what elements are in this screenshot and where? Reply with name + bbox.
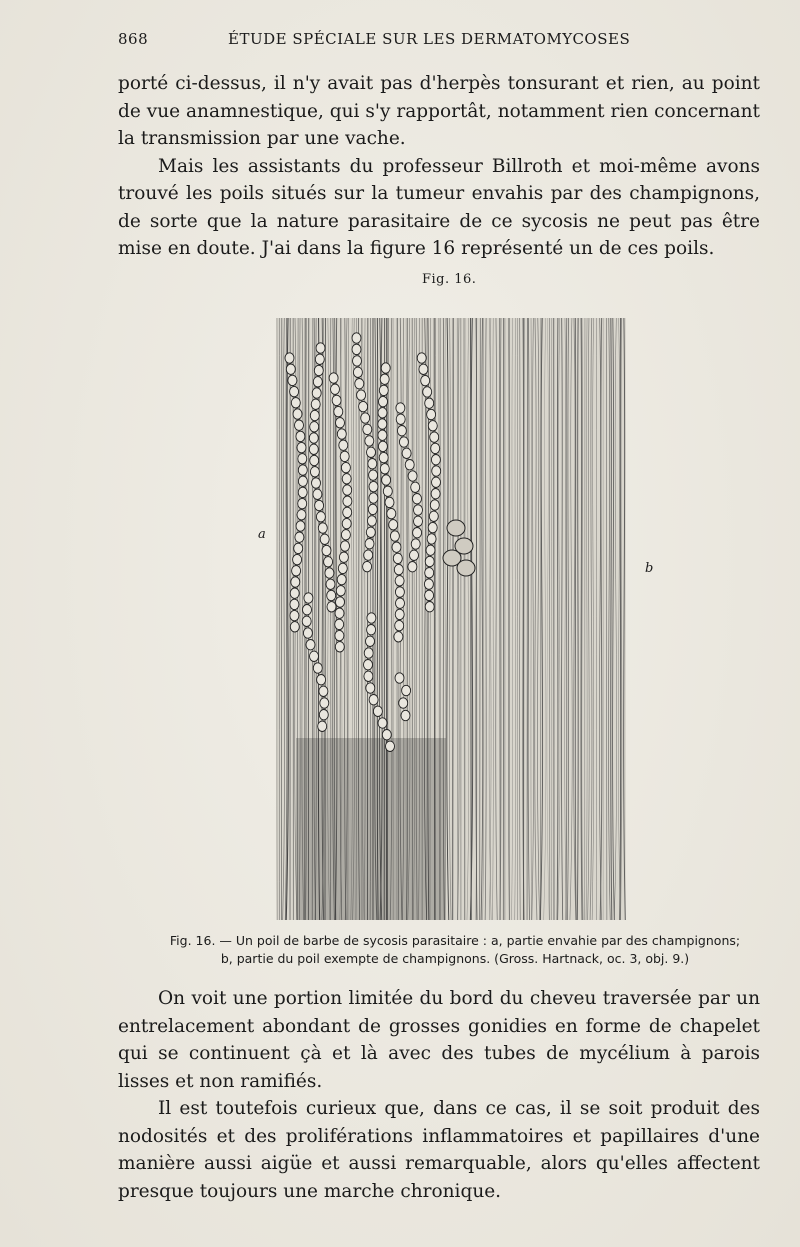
- gonidium-bead: [379, 452, 388, 462]
- hair-fibre: [567, 318, 568, 920]
- gonidium-bead: [382, 730, 391, 740]
- hair-fibre: [547, 318, 549, 920]
- gonidium-bead: [430, 432, 439, 442]
- gonidium-bead: [316, 343, 325, 353]
- gonidium-bead: [312, 478, 321, 488]
- gonidium-bead: [337, 429, 346, 439]
- gonidium-bead: [319, 710, 328, 720]
- gonidium-bead: [426, 545, 435, 555]
- gonidium-bead: [335, 642, 344, 652]
- gonidium-bead: [401, 710, 410, 720]
- text-block-bottom: [118, 985, 760, 1205]
- hair-fibre: [624, 318, 626, 920]
- gonidium-bead: [408, 562, 417, 572]
- hair-fibre: [609, 318, 611, 920]
- gonidium-bead: [342, 518, 351, 528]
- running-title: ÉTUDE SPÉCIALE SUR LES DERMATOMYCOSES: [228, 30, 631, 48]
- gonidium-bead: [303, 605, 312, 615]
- hair-fibre: [544, 318, 546, 920]
- hair-fibre: [523, 318, 524, 920]
- hair-fibre: [481, 318, 483, 920]
- gonidium-bead: [341, 541, 350, 551]
- hair-fibre: [613, 318, 615, 920]
- gonidium-bead: [399, 437, 408, 447]
- gonidium-bead: [395, 609, 404, 619]
- gonidium-bead: [378, 430, 387, 440]
- gonidium-bead: [313, 489, 322, 499]
- gonidium-bead: [315, 500, 324, 510]
- paragraph: On voit une portion limitée du bord du cheveu traversée par un entrelacement abondant de grosses gonidies en forme de chapelet qui se continuent çà et là avec des tubes de mycélium à parois lisses et non ramifiés.: [118, 988, 760, 1092]
- hair-fibre: [485, 318, 486, 920]
- gonidium-bead: [310, 410, 319, 420]
- gonidium-bead: [298, 465, 307, 475]
- gonidium-bead: [411, 539, 420, 549]
- gonidium-bead: [365, 436, 374, 446]
- gonidium-bead: [378, 441, 387, 451]
- hair-fibre: [577, 318, 578, 920]
- hair-fibre: [600, 318, 602, 920]
- figure-mark-a: a: [258, 527, 266, 542]
- hair-fibre: [535, 318, 537, 920]
- caption-line: b, partie du poil exempte de champignons. (Gross. Hartnack, oc. 3, obj. 9.): [220, 951, 690, 966]
- gonidium-bead: [359, 401, 368, 411]
- gonidium-bead: [379, 396, 388, 406]
- gonidium-bead: [369, 470, 378, 480]
- gonidium-bead: [341, 530, 350, 540]
- hair-fibre: [590, 318, 592, 920]
- gonidium-bead: [314, 365, 323, 375]
- gonidium-bead: [318, 523, 327, 533]
- gonidium-bead: [286, 364, 295, 374]
- gonidium-bead: [288, 375, 297, 385]
- gonidium-bead: [432, 466, 441, 476]
- gonidium-bead: [408, 471, 417, 481]
- gonidium-bead: [290, 610, 299, 620]
- gonidium-bead: [291, 577, 300, 587]
- gonidium-bead: [297, 442, 306, 452]
- gonidium-bead: [334, 406, 343, 416]
- gonidium-bead: [405, 460, 414, 470]
- gonidium-bead: [294, 543, 303, 553]
- gonidium-bead: [373, 706, 382, 716]
- gonidium-bead: [402, 685, 411, 695]
- hair-fibre: [483, 318, 484, 920]
- hair-fibre: [606, 318, 607, 920]
- hair-fibre: [528, 318, 529, 920]
- gonidium-bead: [309, 444, 318, 454]
- gonidium-bead: [386, 741, 395, 751]
- gonidium-bead: [419, 364, 428, 374]
- gonidium-bead: [332, 395, 341, 405]
- gonidium-bead: [363, 561, 372, 571]
- hair-fibre: [467, 318, 469, 920]
- gonidium-bead: [304, 593, 313, 603]
- hair-fibre: [566, 318, 567, 920]
- gonidium-bead: [395, 673, 404, 683]
- figure-label: Fig. 16.: [422, 272, 477, 287]
- gonidium-bead: [355, 379, 364, 389]
- hair-fibre: [586, 318, 587, 920]
- gonidium-bead: [327, 590, 336, 600]
- gonidium-bead: [432, 477, 441, 487]
- gonidium-bead: [343, 507, 352, 517]
- gonidium-bead: [336, 418, 345, 428]
- gonidium-bead: [311, 399, 320, 409]
- gonidium-bead: [366, 683, 375, 693]
- gonidium-bead: [414, 505, 423, 515]
- hair-fibre: [496, 318, 497, 920]
- gonidium-bead: [424, 579, 433, 589]
- gonidium-bead: [393, 553, 402, 563]
- gonidium-bead: [320, 698, 329, 708]
- gonidium-bead: [310, 422, 319, 432]
- gonidium-bead: [322, 545, 331, 555]
- gonidium-bead: [352, 333, 361, 343]
- gonidium-bead: [293, 554, 302, 564]
- gonidium-bead: [341, 462, 350, 472]
- cell-cluster: [447, 520, 465, 536]
- gonidium-bead: [411, 482, 420, 492]
- hair-fibre: [582, 318, 583, 920]
- gonidium-bead: [343, 496, 352, 506]
- hair-fibre: [512, 318, 513, 920]
- gonidium-bead: [364, 660, 373, 670]
- page-number: 868: [118, 30, 149, 48]
- gonidium-bead: [395, 620, 404, 630]
- gonidium-bead: [290, 588, 299, 598]
- gonidium-bead: [381, 363, 390, 373]
- hair-fibre: [611, 318, 612, 920]
- gonidium-bead: [425, 556, 434, 566]
- gonidium-bead: [431, 443, 440, 453]
- gonidium-bead: [335, 608, 344, 618]
- gonidium-bead: [296, 521, 305, 531]
- hair-fibre: [614, 318, 616, 920]
- hair-fibre: [592, 318, 594, 920]
- hair-fibre: [562, 318, 563, 920]
- gonidium-bead: [336, 597, 345, 607]
- gonidium-bead: [425, 568, 434, 578]
- hair-fibre: [449, 318, 451, 920]
- gonidium-bead: [366, 636, 375, 646]
- gonidium-bead: [368, 504, 377, 514]
- gonidium-bead: [329, 373, 338, 383]
- gonidium-bead: [378, 419, 387, 429]
- gonidium-bead: [319, 686, 328, 696]
- gonidium-bead: [327, 602, 336, 612]
- gonidium-bead: [325, 568, 334, 578]
- gonidium-bead: [310, 455, 319, 465]
- gonidium-bead: [425, 590, 434, 600]
- gonidium-bead: [313, 663, 322, 673]
- gonidium-bead: [367, 447, 376, 457]
- figure-mark-b: b: [645, 561, 654, 576]
- figure-hair-illustration: [276, 318, 626, 920]
- gonidium-bead: [389, 520, 398, 530]
- gonidium-bead: [298, 454, 307, 464]
- gonidium-bead: [306, 640, 315, 650]
- gonidium-bead: [390, 531, 399, 541]
- gonidium-bead: [380, 464, 389, 474]
- gonidium-bead: [343, 485, 352, 495]
- gonidium-bead: [310, 467, 319, 477]
- gonidium-bead: [396, 403, 405, 413]
- gonidium-bead: [363, 424, 372, 434]
- gonidium-bead: [397, 426, 406, 436]
- gonidium-bead: [353, 367, 362, 377]
- paragraph: Il est toutefois curieux que, dans ce cas, il se soit produit des nodosités et des proliférations inflammatoires et papillaires d'une manière aussi aigüe et aussi remarquable, alors qu'elles affectent presque toujours une marche chronique.: [118, 1098, 760, 1202]
- gonidium-bead: [364, 648, 373, 658]
- gonidium-bead: [352, 344, 361, 354]
- gonidium-bead: [324, 557, 333, 567]
- gonidium-bead: [431, 489, 440, 499]
- gonidium-bead: [293, 409, 302, 419]
- gonidium-bead: [298, 476, 307, 486]
- gonidium-bead: [368, 459, 377, 469]
- gonidium-bead: [318, 721, 327, 731]
- gonidium-bead: [417, 353, 426, 363]
- paragraph: porté ci-dessus, il n'y avait pas d'herpès tonsurant et rien, au point de vue anamnestique, qui s'y rapportât, notamment rien concernant la transmission par une vache.: [118, 73, 760, 149]
- hair-fibre: [283, 318, 285, 920]
- gonidium-bead: [427, 534, 436, 544]
- text-block-top: [118, 70, 760, 263]
- gonidium-bead: [428, 421, 437, 431]
- gonidium-bead: [387, 508, 396, 518]
- gonidium-bead: [410, 550, 419, 560]
- gonidium-bead: [364, 671, 373, 681]
- gonidium-bead: [291, 398, 300, 408]
- hair-fibre: [575, 318, 576, 920]
- gonidium-bead: [285, 353, 294, 363]
- gonidium-bead: [396, 414, 405, 424]
- gonidium-bead: [342, 474, 351, 484]
- gonidium-bead: [369, 695, 378, 705]
- gonidium-bead: [365, 539, 374, 549]
- gonidium-bead: [298, 487, 307, 497]
- gonidium-bead: [339, 552, 348, 562]
- gonidium-bead: [414, 516, 423, 526]
- gonidium-bead: [427, 409, 436, 419]
- gonidium-bead: [395, 576, 404, 586]
- gonidium-bead: [326, 579, 335, 589]
- gonidium-bead: [423, 387, 432, 397]
- gonidium-bead: [413, 528, 422, 538]
- gonidium-bead: [394, 632, 403, 642]
- gonidium-bead: [379, 385, 388, 395]
- gonidium-bead: [430, 500, 439, 510]
- dense-tissue-shading: [296, 738, 446, 920]
- hair-fibre: [515, 318, 516, 920]
- gonidium-bead: [364, 550, 373, 560]
- cell-cluster: [457, 560, 475, 576]
- gonidium-bead: [378, 718, 387, 728]
- gonidium-bead: [302, 616, 311, 626]
- hair-fibre: [557, 318, 558, 920]
- gonidium-bead: [395, 587, 404, 597]
- gonidium-bead: [383, 486, 392, 496]
- gonidium-bead: [338, 563, 347, 573]
- gonidium-bead: [431, 455, 440, 465]
- gonidium-bead: [421, 375, 430, 385]
- gonidium-bead: [429, 511, 438, 521]
- gonidium-bead: [396, 598, 405, 608]
- gonidium-bead: [292, 566, 301, 576]
- gonidium-bead: [367, 516, 376, 526]
- gonidium-bead: [367, 613, 376, 623]
- gonidium-bead: [413, 494, 422, 504]
- gonidium-bead: [361, 413, 370, 423]
- gonidium-bead: [380, 374, 389, 384]
- gonidium-bead: [320, 534, 329, 544]
- hair-fibre: [464, 318, 465, 920]
- gonidium-bead: [317, 675, 326, 685]
- gonidium-bead: [394, 564, 403, 574]
- paragraph: Mais les assistants du professeur Billroth et moi-même avons trouvé les poils situés sur la tumeur envahis par des champignons, de sorte que la nature parasitaire de ce sycosis ne peut pas être mise en doute. J'ai dans la figure 16 représenté un de ces poils.: [118, 155, 760, 259]
- hair-fibre: [493, 318, 494, 920]
- gonidium-bead: [382, 475, 391, 485]
- gonidium-bead: [290, 622, 299, 632]
- gonidium-bead: [296, 431, 305, 441]
- gonidium-bead: [335, 619, 344, 629]
- hair-fibre: [531, 318, 532, 920]
- gonidium-bead: [295, 532, 304, 542]
- gonidium-bead: [303, 628, 312, 638]
- gonidium-bead: [385, 497, 394, 507]
- gonidium-bead: [369, 493, 378, 503]
- gonidium-bead: [369, 481, 378, 491]
- gonidium-bead: [331, 384, 340, 394]
- gonidium-bead: [290, 599, 299, 609]
- gonidium-bead: [402, 448, 411, 458]
- gonidium-bead: [310, 651, 319, 661]
- hair-fibre: [570, 318, 572, 920]
- hair-fibre: [519, 318, 520, 920]
- gonidium-bead: [298, 498, 307, 508]
- hair-engraving: [276, 318, 626, 920]
- hair-fibre: [538, 318, 540, 920]
- gonidium-bead: [399, 698, 408, 708]
- gonidium-bead: [340, 451, 349, 461]
- gonidium-bead: [378, 408, 387, 418]
- hair-fibre: [588, 318, 590, 920]
- gonidium-bead: [357, 390, 366, 400]
- hair-fibre: [480, 318, 481, 920]
- hair-fibre: [457, 318, 458, 920]
- gonidium-bead: [425, 602, 434, 612]
- hair-fibre: [447, 318, 449, 920]
- hair-fibre: [532, 318, 534, 920]
- gonidium-bead: [295, 420, 304, 430]
- gonidium-bead: [336, 586, 345, 596]
- gonidium-bead: [313, 377, 322, 387]
- gonidium-bead: [392, 542, 401, 552]
- gonidium-bead: [425, 398, 434, 408]
- gonidium-bead: [366, 527, 375, 537]
- gonidium-bead: [367, 625, 376, 635]
- gonidium-bead: [315, 354, 324, 364]
- gonidium-bead: [290, 386, 299, 396]
- gonidium-bead: [428, 522, 437, 532]
- caption-line: Fig. 16. — Un poil de barbe de sycosis parasitaire : a, partie envahie par des champignons;: [169, 933, 741, 948]
- gonidium-bead: [309, 433, 318, 443]
- gonidium-bead: [312, 388, 321, 398]
- gonidium-bead: [353, 356, 362, 366]
- gonidium-bead: [297, 510, 306, 520]
- gonidium-bead: [337, 574, 346, 584]
- gonidium-bead: [316, 512, 325, 522]
- gonidium-bead: [335, 630, 344, 640]
- gonidium-bead: [339, 440, 348, 450]
- figure-caption: [150, 932, 760, 968]
